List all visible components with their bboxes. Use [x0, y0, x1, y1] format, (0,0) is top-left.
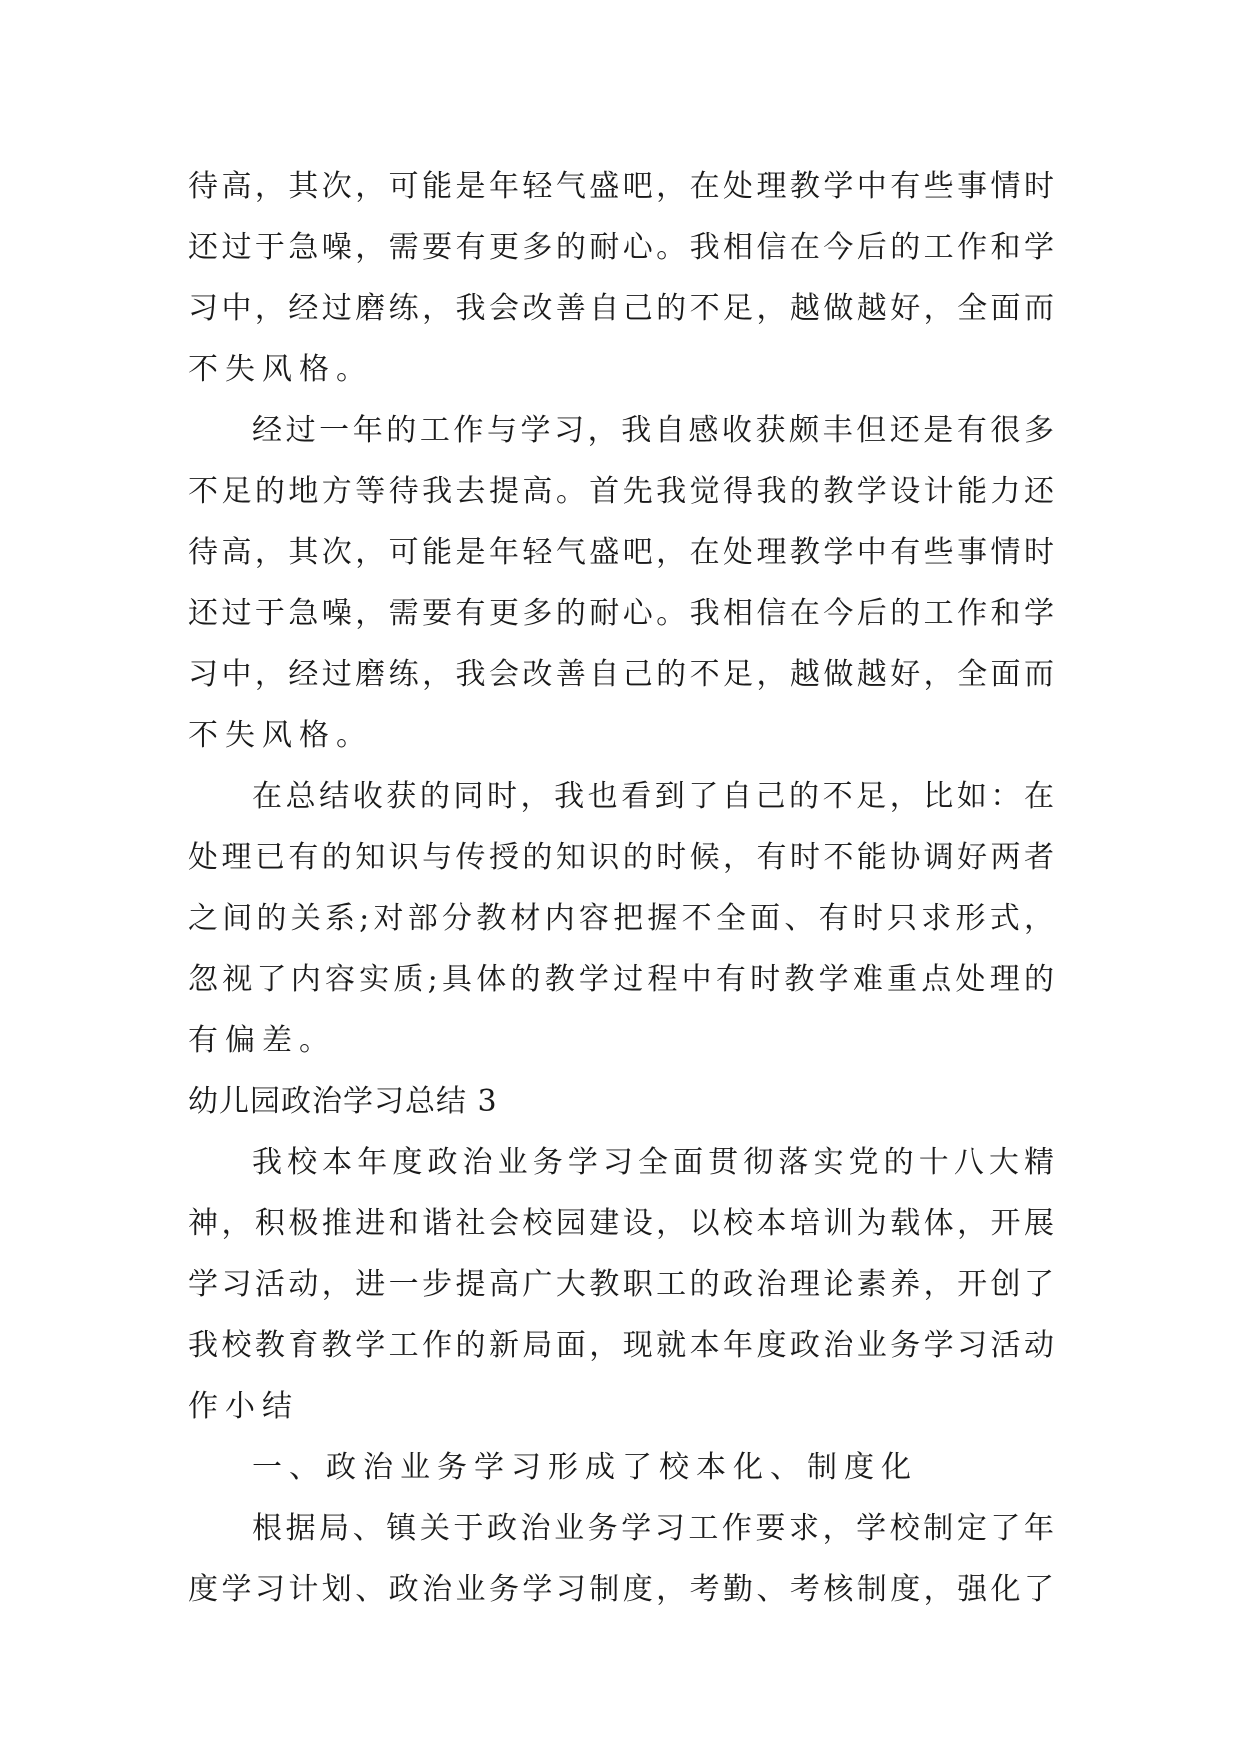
text-line: 不足的地方等待我去提高。首先我觉得我的教学设计能力还: [188, 474, 1054, 509]
text-line: 待高，其次，可能是年轻气盛吧，在处理教学中有些事情时: [188, 535, 1054, 570]
text-line: 有偏差。: [188, 1023, 336, 1058]
text-line: 度学习计划、政治业务学习制度，考勤、考核制度，强化了: [188, 1572, 1054, 1607]
text-line: 不失风格。: [188, 352, 373, 387]
text-line: 在总结收获的同时，我也看到了自己的不足，比如：在: [252, 779, 1054, 814]
text-line: 习中，经过磨练，我会改善自己的不足，越做越好，全面而: [188, 657, 1054, 692]
paragraph: [188, 1132, 1054, 1437]
text-line: 作小结: [188, 1389, 299, 1424]
paragraph: [188, 766, 1054, 1071]
text-line: 处理已有的知识与传授的知识的时候，有时不能协调好两者: [188, 840, 1054, 875]
text-line: 之间的关系;对部分教材内容把握不全面、有时只求形式，: [188, 901, 1054, 936]
text-line: 神，积极推进和谐社会校园建设，以校本培训为载体，开展: [188, 1206, 1054, 1241]
paragraph: [188, 1498, 1054, 1620]
subsection-heading: 一、政治业务学习形成了校本化、制度化: [252, 1450, 918, 1485]
text-line: 不失风格。: [188, 718, 373, 753]
text-line: 根据局、镇关于政治业务学习工作要求，学校制定了年: [252, 1511, 1054, 1546]
text-line: 还过于急噪，需要有更多的耐心。我相信在今后的工作和学: [188, 596, 1054, 631]
paragraph: [188, 156, 1054, 400]
text-line: 学习活动，进一步提高广大教职工的政治理论素养，开创了: [188, 1267, 1054, 1302]
text-line: 待高，其次，可能是年轻气盛吧，在处理教学中有些事情时: [188, 169, 1054, 204]
text-line: 我校本年度政治业务学习全面贯彻落实党的十八大精: [252, 1145, 1054, 1180]
document-page: [188, 156, 1054, 1620]
text-line: 忽视了内容实质;具体的教学过程中有时教学难重点处理的: [188, 962, 1054, 997]
section-heading: 幼儿园政治学习总结 3: [188, 1084, 498, 1119]
text-line: 习中，经过磨练，我会改善自己的不足，越做越好，全面而: [188, 291, 1054, 326]
paragraph: [188, 1437, 1054, 1498]
text-line: 还过于急噪，需要有更多的耐心。我相信在今后的工作和学: [188, 230, 1054, 265]
text-line: 我校教育教学工作的新局面，现就本年度政治业务学习活动: [188, 1328, 1054, 1363]
text-line: 经过一年的工作与学习，我自感收获颇丰但还是有很多: [252, 413, 1054, 448]
paragraph: [188, 400, 1054, 766]
